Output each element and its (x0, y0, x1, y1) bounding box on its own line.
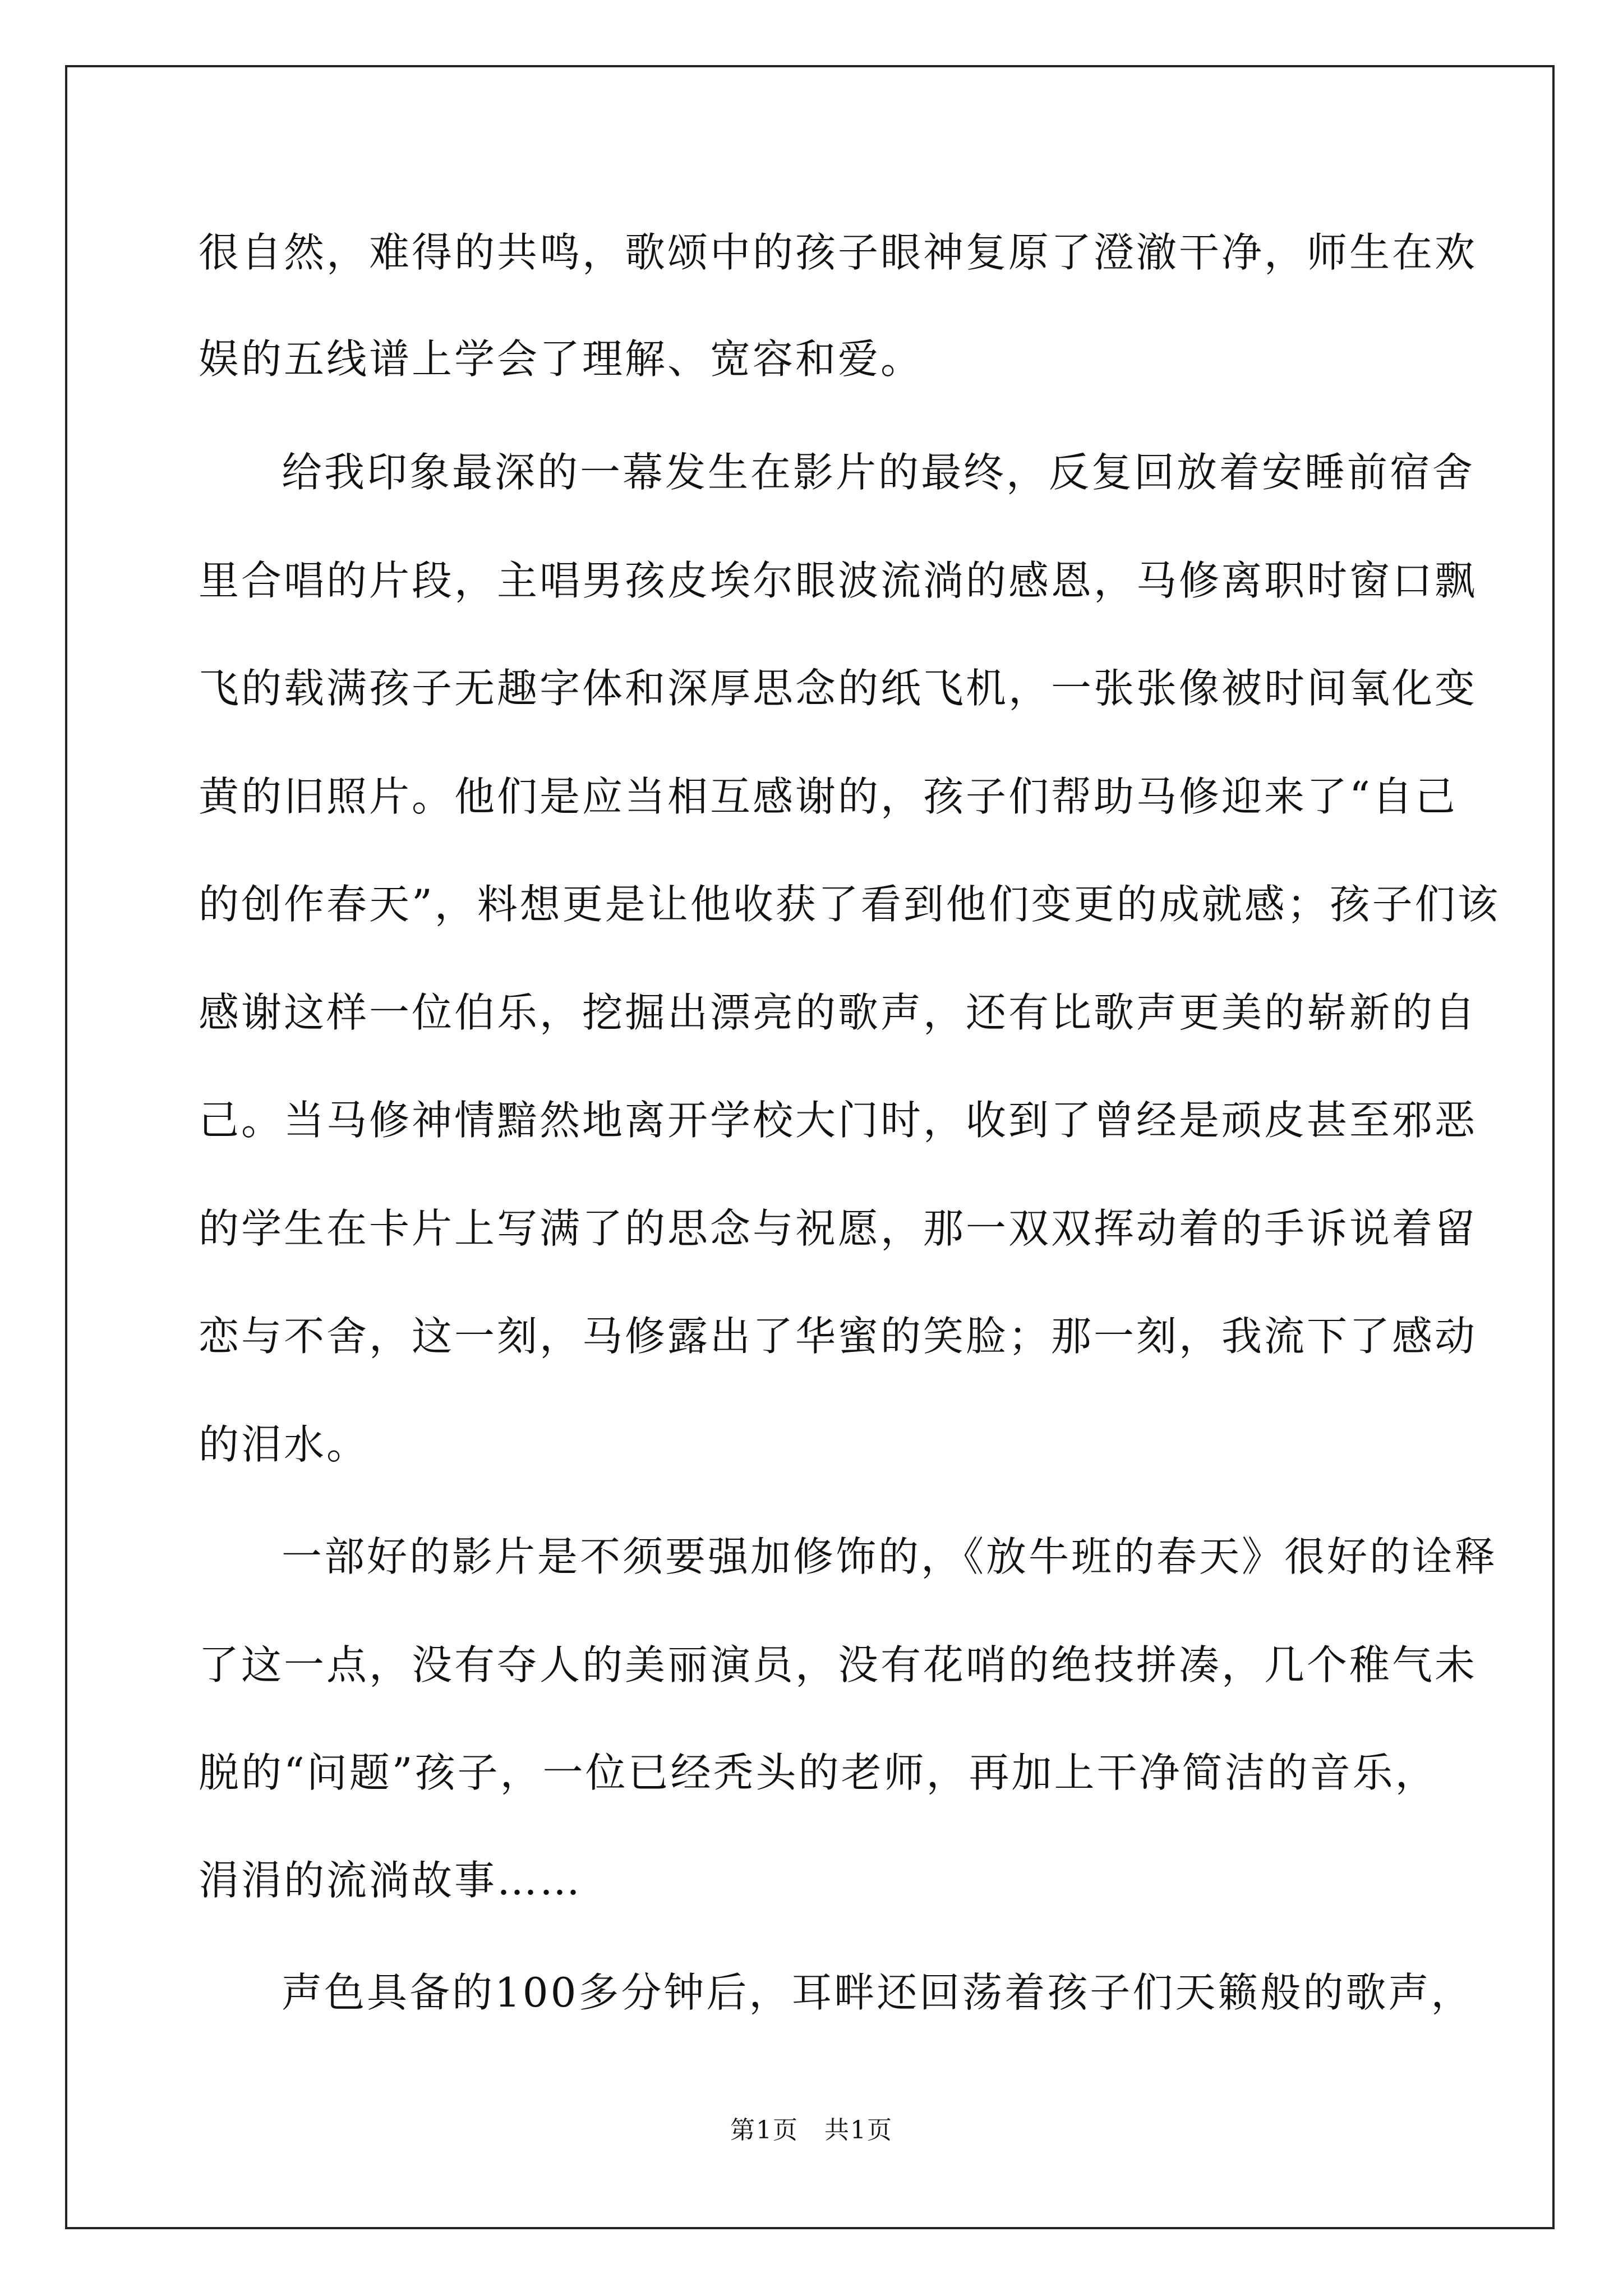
paragraph-2-line-4: 黄的旧照片。他们是应当相互感谢的，孩子们帮助马修迎来了“自己 (199, 773, 1458, 820)
paragraph-2-line-9: 恋与不舍，这一刻，马修露出了华蜜的笑脸；那一刻，我流下了感动 (199, 1313, 1478, 1360)
paragraph-2-line-3: 飞的载满孩子无趣字体和深厚思念的纸飞机，一张张像被时间氧化变 (199, 665, 1478, 712)
paragraph-3-line-3: 脱的“问题”孩子，一位已经秃头的老师，再加上干净简洁的音乐， (199, 1749, 1438, 1796)
paragraph-3-line-1: 一部好的影片是不须要强加修饰的，《放牛班的春天》很好的诠释 (282, 1533, 1498, 1580)
paragraph-2-line-10: 的泪水。 (199, 1421, 370, 1468)
paragraph-2-line-5: 的创作春天”，料想更是让他收获了看到他们变更的成就感；孩子们该 (199, 881, 1500, 928)
paragraph-2-line-6: 感谢这样一位伯乐，挖掘出漂亮的歌声，还有比歌声更美的崭新的自 (199, 989, 1478, 1036)
paragraph-1-line-2: 娱的五线谱上学会了理解、宽容和爱。 (199, 335, 924, 383)
paragraph-3-line-2: 了这一点，没有夺人的美丽演员，没有花哨的绝技拼凑，几个稚气未 (199, 1641, 1478, 1688)
paragraph-3-line-4: 涓涓的流淌故事…… (199, 1857, 583, 1904)
paragraph-2-line-1: 给我印象最深的一幕发生在影片的最终，反复回放着安睡前宿舍 (282, 449, 1476, 496)
paragraph-2-line-8: 的学生在卡片上写满了的思念与祝愿，那一双双挥动着的手诉说着留 (199, 1205, 1478, 1252)
paragraph-1-line-1: 很自然，难得的共鸣，歌颂中的孩子眼神复原了澄澈干净，师生在欢 (199, 229, 1478, 276)
paragraph-2-line-7: 己。当马修神情黯然地离开学校大门时，收到了曾经是顽皮甚至邪恶 (199, 1097, 1478, 1144)
paragraph-2-line-2: 里合唱的片段，主唱男孩皮埃尔眼波流淌的感恩，马修离职时窗口飘 (199, 557, 1478, 604)
paragraph-4-line-1: 声色具备的100多分钟后，耳畔还回荡着孩子们天籁般的歌声， (282, 1969, 1474, 2016)
page-number-footer: 第1页 共1页 (730, 2116, 893, 2145)
